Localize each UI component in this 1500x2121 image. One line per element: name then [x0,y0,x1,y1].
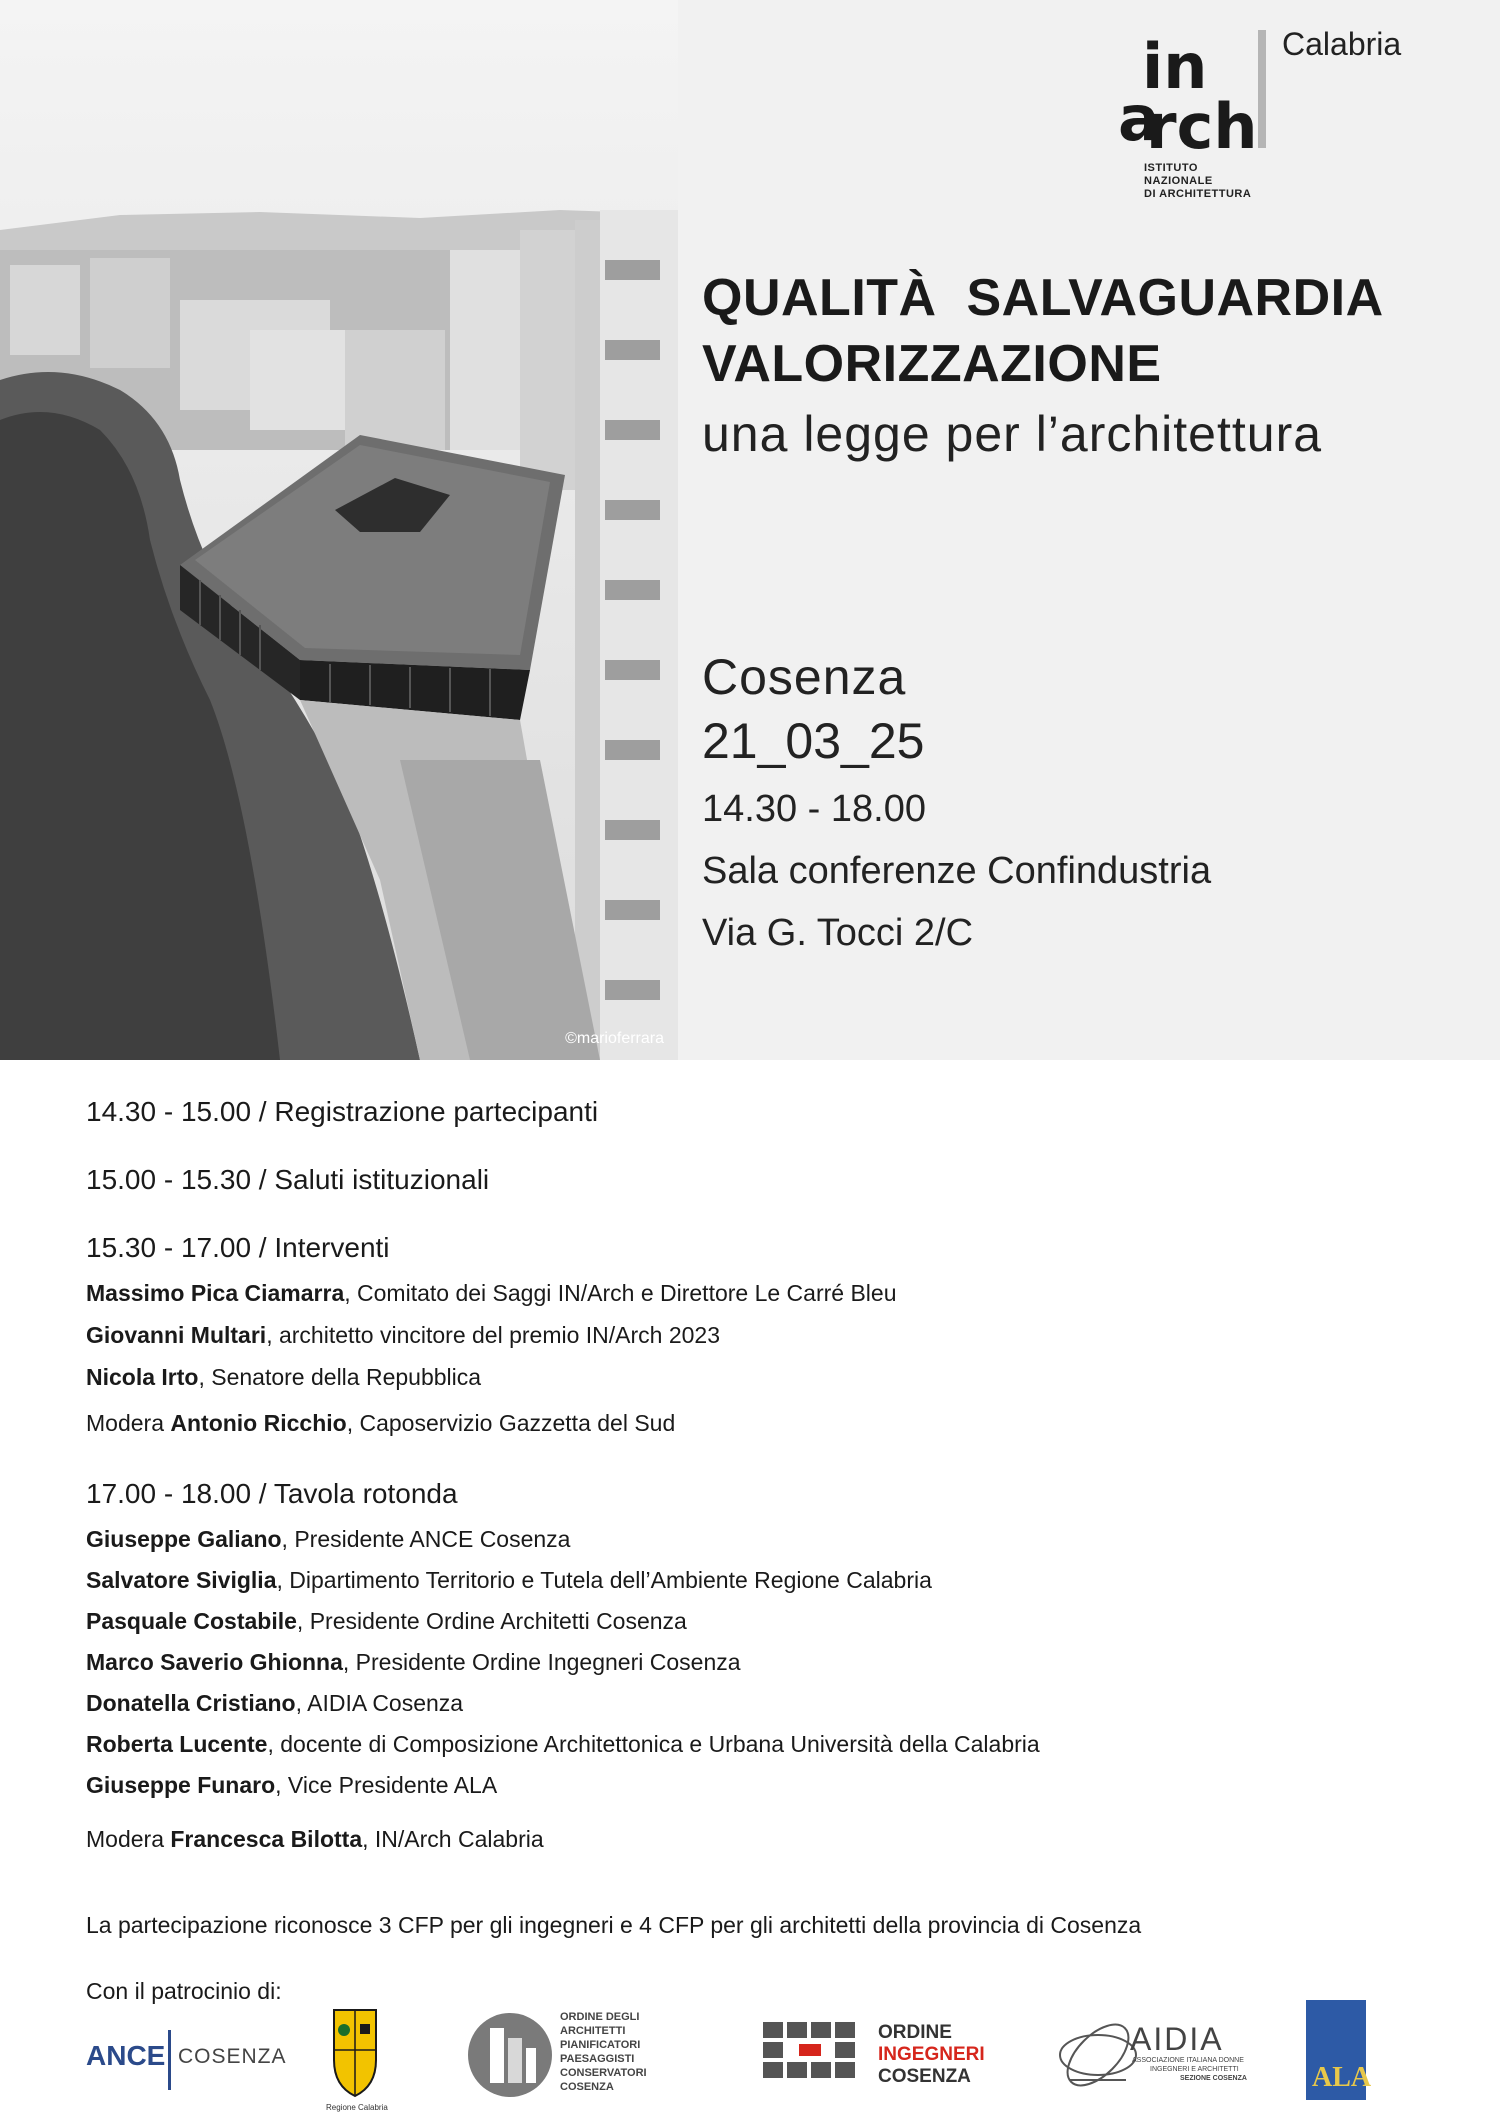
ingegneri-line-3: COSENZA [878,2066,971,2087]
ingegneri-line-1: ORDINE [878,2022,952,2043]
logo-subtitle [1144,162,1251,201]
moderator-line [86,1826,544,1853]
speaker-role: , Comitato dei Saggi IN/Arch e Direttore Le Carré Bleu [344,1280,897,1306]
program-slot-2: 15.00 - 15.30 / Saluti istituzionali [86,1164,490,1195]
page-title [702,265,1384,397]
cfp-note: La partecipazione riconosce 3 CFP per gli ingegneri e 4 CFP per gli architetti della provincia di Cosenza [86,1912,1142,1938]
ingegneri-line-2: INGEGNERI [878,2044,985,2065]
moderator-role: , IN/Arch Calabria [362,1826,544,1852]
panelist-name: Pasquale Costabile [86,1608,297,1634]
logo-sub-line: DI ARCHITETTURA [1144,188,1252,200]
photo-credit: ©marioferrara [565,1030,664,1047]
svg-text:in: in [1142,30,1208,103]
architetti-line: PAESAGGISTI [560,2053,635,2065]
ala-name: ALA [1312,2062,1372,2093]
regione-calabria-logo [326,2010,388,2112]
panelist-name: Roberta Lucente [86,1731,268,1757]
speaker-name: Massimo Pica Ciamarra [86,1280,345,1306]
program-slot-4: 17.00 - 18.00 / Tavola rotonda [86,1478,458,1509]
panelist-line [86,1526,570,1553]
event-venue: Sala conferenze Confindustria [702,850,1212,892]
aidia-line: INGEGNERI E ARCHITETTI [1150,2066,1239,2073]
svg-text:a: a [1118,82,1160,155]
aidia-line: SEZIONE COSENZA [1180,2075,1247,2082]
moderator-prefix: Modera [86,1826,171,1852]
moderator-role: , Caposervizio Gazzetta del Sud [346,1410,676,1436]
event-time: 14.30 - 18.00 [702,788,926,830]
speaker-name: Giovanni Multari [86,1322,267,1348]
moderator-name: Antonio Ricchio [170,1410,347,1436]
panelist-line [86,1608,687,1635]
svg-text:rch: rch [1146,90,1258,163]
logo-sub-line: NAZIONALE [1144,175,1213,187]
architetti-line: PIANIFICATORI [560,2039,641,2051]
speaker-role: , architetto vincitore del premio IN/Arch 2023 [266,1322,721,1348]
panelist-line [86,1567,932,1594]
panelist-line [86,1690,463,1717]
panelist-role: , docente di Composizione Architettonica e Urbana Università della Calabria [267,1731,1040,1757]
moderator-name: Francesca Bilotta [170,1826,363,1852]
panelist-role: , Presidente Ordine Architetti Cosenza [296,1608,687,1634]
event-city: Cosenza [702,649,907,705]
logo-sub-line: ISTITUTO [1144,162,1198,174]
moderator-prefix: Modera [86,1410,171,1436]
event-address: Via G. Tocci 2/C [702,912,974,954]
header-panel [678,0,1500,1060]
panelist-line [86,1772,497,1799]
ance-logo-left: ANCE [86,2040,166,2071]
title-line-1: QUALITÀ SALVAGUARDIA [702,269,1384,327]
panelist-name: Salvatore Siviglia [86,1567,277,1593]
ance-logo [86,2030,287,2090]
page-subtitle: una legge per l’architettura [702,406,1323,462]
panelist-name: Donatella Cristiano [86,1690,296,1716]
program-slot-3: 15.30 - 17.00 / Interventi [86,1232,390,1263]
panelist-line [86,1731,1040,1758]
panelist-role: , Vice Presidente ALA [275,1772,498,1798]
logo-divider [1258,30,1266,148]
aidia-logo [1057,2014,1247,2096]
speaker-role: , Senatore della Repubblica [198,1364,482,1390]
panelist-role: , Presidente Ordine Ingegneri Cosenza [342,1649,741,1675]
speaker-line [86,1280,897,1307]
speaker-line [86,1364,481,1391]
ordine-architetti-logo [468,2011,647,2097]
panelist-name: Giuseppe Funaro [86,1772,276,1798]
regione-caption: Regione Calabria [326,2103,388,2112]
architetti-line: ORDINE DEGLI [560,2011,640,2023]
aidia-name: AIDIA [1130,2021,1224,2057]
panelist-line [86,1649,741,1676]
ordine-ingegneri-logo [763,2022,985,2087]
architetti-line: ARCHITETTI [560,2025,626,2037]
panelist-role: , Dipartimento Territorio e Tutela dell’Ambiente Regione Calabria [276,1567,932,1593]
sponsor-logos [0,2000,1500,2121]
ance-logo-right: COSENZA [178,2045,287,2068]
patronage-label: Con il patrocinio di: [86,1978,282,2004]
event-date: 21_03_25 [702,713,925,769]
ala-logo [1306,2000,1372,2100]
architetti-line: CONSERVATORI [560,2067,647,2079]
speaker-name: Nicola Irto [86,1364,199,1390]
speaker-line [86,1322,720,1349]
building-photo [0,0,678,1060]
panelist-role: , Presidente ANCE Cosenza [281,1526,571,1552]
aidia-line: ASSOCIAZIONE ITALIANA DONNE [1132,2057,1244,2064]
architetti-line: COSENZA [560,2081,614,2093]
title-line-2: VALORIZZAZIONE [702,335,1162,393]
panelist-name: Marco Saverio Ghionna [86,1649,343,1675]
building-photo-illustration [0,0,678,1060]
logo-region: Calabria [1282,26,1402,62]
panelist-name: Giuseppe Galiano [86,1526,282,1552]
panelist-role: , AIDIA Cosenza [295,1690,464,1716]
moderator-line [86,1410,675,1437]
program-slot-1: 14.30 - 15.00 / Registrazione partecipanti [86,1096,599,1127]
